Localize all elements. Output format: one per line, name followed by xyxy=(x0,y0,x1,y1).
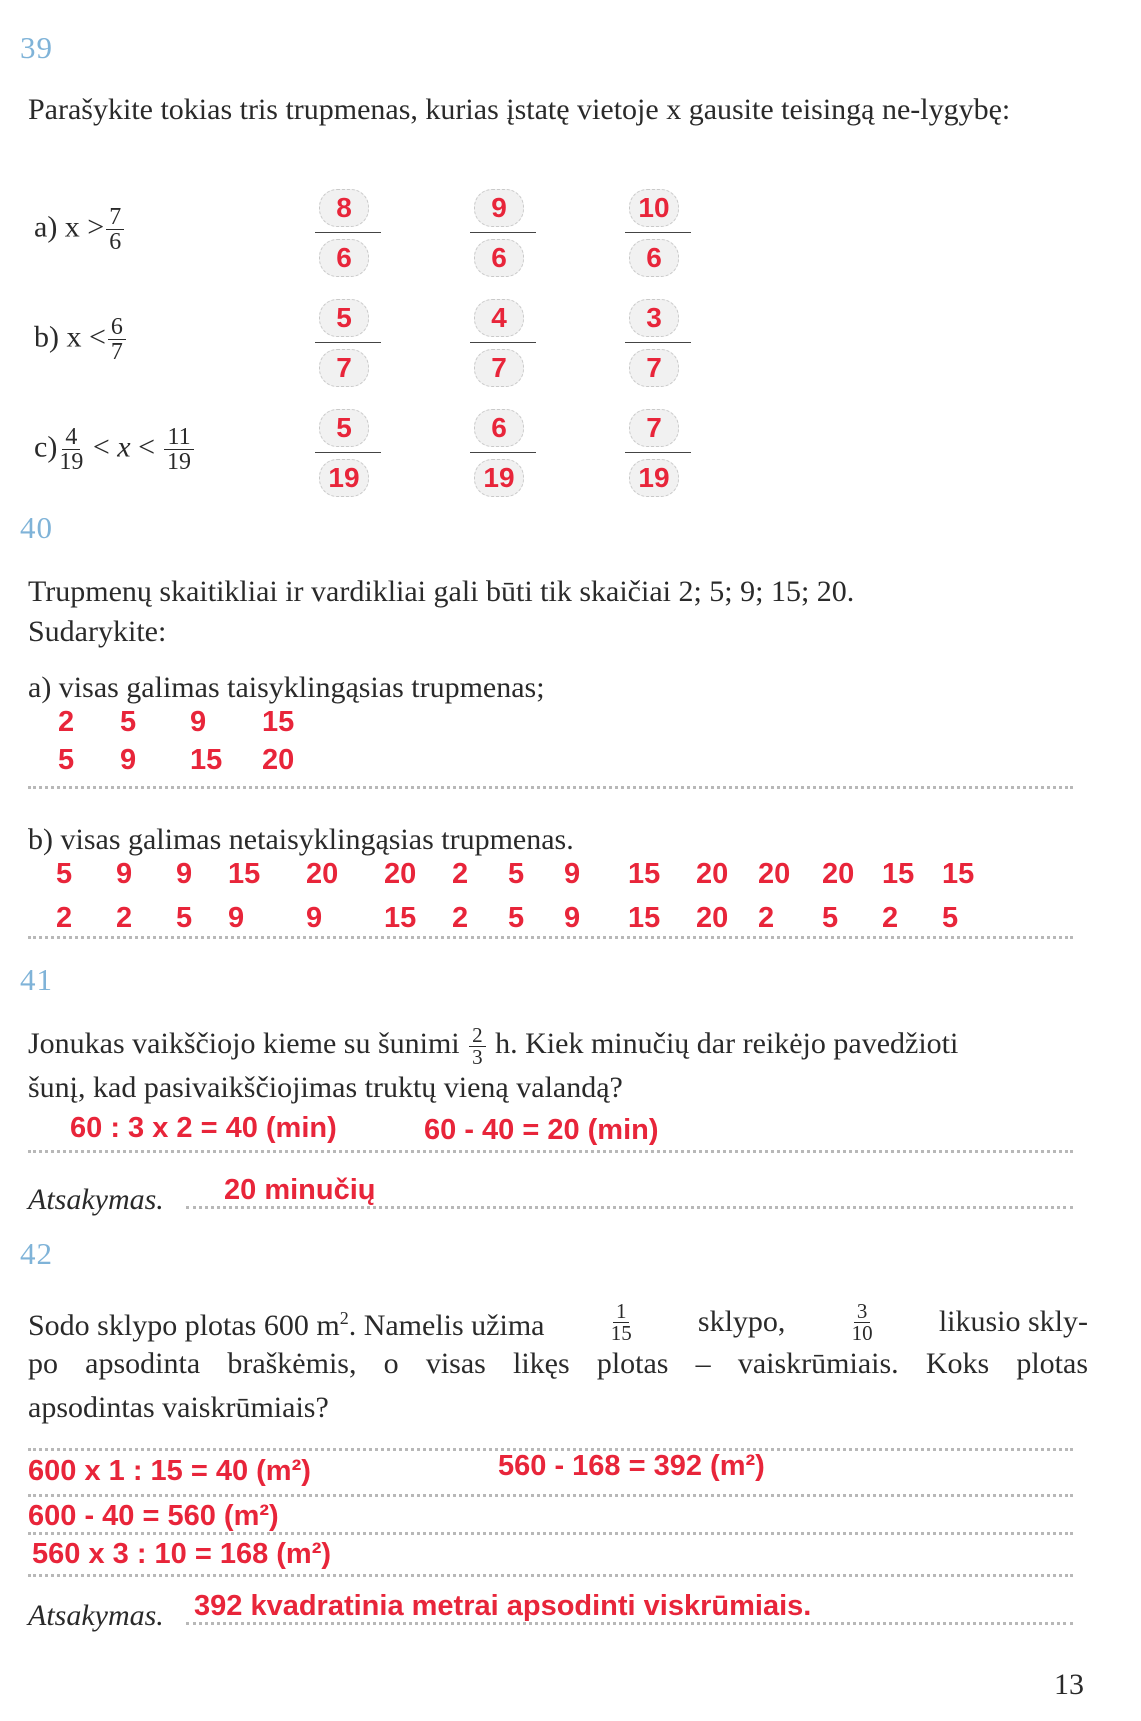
fraction xyxy=(106,205,124,254)
handwritten-number: 5 xyxy=(58,744,75,776)
answer-fraction xyxy=(305,405,381,499)
answer-denominator: 6 xyxy=(319,239,369,277)
handwritten-number: 9 xyxy=(306,902,323,934)
handwritten-number: 5 xyxy=(508,902,525,934)
fraction: $\frac{2}{3}$ xyxy=(469,1025,486,1068)
exercise-40-b-numerators xyxy=(0,858,1141,894)
inequality-text: b) x < xyxy=(34,320,106,354)
answer-denominator: 7 xyxy=(629,349,679,387)
exercise-41-line1 xyxy=(28,1022,958,1068)
inequality-label: c) $\frac{4}{19}$ < x < $\frac{11}{19}$ xyxy=(34,425,196,474)
answer-numerator: 3 xyxy=(629,299,679,337)
fraction-bar xyxy=(470,232,536,233)
exercise-42-line3: apsodintas vaiskrūmiais? xyxy=(28,1391,329,1424)
answer-line xyxy=(28,1494,1073,1497)
handwritten-number: 15 xyxy=(384,902,417,934)
fraction-bar xyxy=(470,342,536,343)
answer-numerator: 7 xyxy=(629,409,679,447)
handwritten-answer: 392 kvadratinia metrai apsodinti viskrūmiais. xyxy=(194,1590,812,1622)
answer-fraction xyxy=(615,295,691,389)
answer-denominator: 7 xyxy=(319,349,369,387)
fraction xyxy=(108,315,126,364)
fraction: $\frac{3}{10}$ xyxy=(851,1298,873,1345)
handwritten-number: 15 xyxy=(628,902,661,934)
handwritten-number: 20 xyxy=(758,858,791,890)
exercise-41-line2: šunį, kad pasivaikščiojimas truktų vieną valandą? xyxy=(28,1071,623,1104)
answer-fraction xyxy=(305,295,381,389)
answer-numerator: 8 xyxy=(319,189,369,227)
handwritten-number: 20 xyxy=(384,858,417,890)
handwritten-number: 20 xyxy=(262,744,295,776)
answer-line xyxy=(186,1206,1073,1209)
exercise-41-text: Jonukas vaikščiojo kieme su šunimi xyxy=(28,1027,460,1060)
fraction-bar xyxy=(315,232,381,233)
handwritten-number: 15 xyxy=(190,744,223,776)
handwritten-number: 9 xyxy=(176,858,193,890)
inequality-label xyxy=(34,315,128,364)
fraction-bar xyxy=(625,232,691,233)
answer-line xyxy=(28,786,1073,789)
answer-fraction xyxy=(615,405,691,499)
handwritten-number: 5 xyxy=(822,902,839,934)
handwritten-number: 15 xyxy=(628,858,661,890)
exercise-40-a-denominators xyxy=(0,744,1141,780)
fraction-bar xyxy=(470,452,536,453)
answer-fraction xyxy=(460,295,536,389)
denominator: 6 xyxy=(109,229,122,255)
answer-label: Atsakymas. xyxy=(28,1599,164,1632)
inequality-text: a) x > xyxy=(34,210,105,244)
handwritten-number: 15 xyxy=(942,858,975,890)
handwritten-answer: 20 minučių xyxy=(224,1174,376,1206)
exercise-42-line2: po apsodinta braškėmis, o visas likęs plotas – vaiskrūmiais. Koks plotas xyxy=(28,1347,1088,1380)
handwritten-number: 5 xyxy=(176,902,193,934)
answer-denominator: 19 xyxy=(474,459,524,497)
handwritten-number: 9 xyxy=(228,902,245,934)
answer-numerator: 9 xyxy=(474,189,524,227)
handwritten-number: 5 xyxy=(508,858,525,890)
answer-fraction xyxy=(615,185,691,279)
exercise-number-40: 40 xyxy=(20,510,53,545)
handwritten-number: 15 xyxy=(262,706,295,738)
answer-numerator: 4 xyxy=(474,299,524,337)
answer-numerator: 5 xyxy=(319,409,369,447)
fraction xyxy=(59,425,83,474)
fraction: $\frac{1}{15}$ xyxy=(610,1298,632,1345)
numerator: 11 xyxy=(164,425,193,450)
answer-numerator: 6 xyxy=(474,409,524,447)
answer-denominator: 6 xyxy=(474,239,524,277)
handwritten-work: 60 - 40 = 20 (min) xyxy=(424,1114,659,1146)
exercise-41-text-b: h. Kiek minučių dar reikėjo pavedžioti xyxy=(495,1027,959,1060)
handwritten-number: 20 xyxy=(696,858,729,890)
answer-line xyxy=(28,1150,1073,1153)
page-number: 13 xyxy=(1054,1668,1084,1701)
handwritten-number: 20 xyxy=(696,902,729,934)
handwritten-number: 2 xyxy=(116,902,133,934)
handwritten-number: 9 xyxy=(564,858,581,890)
answer-line xyxy=(28,1574,1073,1577)
handwritten-number: 20 xyxy=(306,858,339,890)
handwritten-work: 600 - 40 = 560 (m²) xyxy=(28,1500,279,1532)
denominator: 19 xyxy=(59,449,84,475)
handwritten-number: 5 xyxy=(942,902,959,934)
exercise-40-a-numerators xyxy=(0,706,1141,742)
denominator: 7 xyxy=(110,339,123,365)
answer-numerator: 10 xyxy=(629,189,679,227)
answer-line xyxy=(186,1622,1073,1625)
handwritten-number: 2 xyxy=(452,858,469,890)
exercise-40-b-denominators xyxy=(0,902,1141,938)
answer-denominator: 19 xyxy=(629,459,679,497)
answer-fraction xyxy=(460,185,536,279)
answer-denominator: 19 xyxy=(319,459,369,497)
handwritten-number: 15 xyxy=(228,858,261,890)
handwritten-number: 20 xyxy=(822,858,855,890)
inequality-label xyxy=(34,205,126,254)
handwritten-number: 2 xyxy=(56,902,73,934)
handwritten-number: 5 xyxy=(120,706,137,738)
exercise-42-line1: Sodo sklypo plotas 600 $m^2$. Namelis užima $\frac{1}{15}$ sklypo, $\frac{3}{10}$ likusio skly- xyxy=(28,1298,1088,1345)
handwritten-number: 9 xyxy=(190,706,207,738)
exercise-40-b-label: b) visas galimas netaisyklingąsias trupmenas. xyxy=(28,823,574,856)
answer-fraction xyxy=(305,185,381,279)
fraction-bar xyxy=(315,452,381,453)
exercise-number-42: 42 xyxy=(20,1236,53,1271)
answer-label: Atsakymas. xyxy=(28,1183,164,1216)
answer-fraction xyxy=(460,405,536,499)
handwritten-number: 9 xyxy=(564,902,581,934)
answer-denominator: 6 xyxy=(629,239,679,277)
handwritten-work: 560 - 168 = 392 (m²) xyxy=(498,1450,765,1482)
exercise-40-sudarykite: Sudarykite: xyxy=(28,615,167,648)
denominator: 19 xyxy=(167,449,192,475)
numerator: 4 xyxy=(62,425,80,450)
exercise-40-a-label: a) visas galimas taisyklingąsias trupmenas; xyxy=(28,671,545,704)
handwritten-number: 9 xyxy=(116,858,133,890)
handwritten-work: 60 : 3 x 2 = 40 (min) xyxy=(70,1112,337,1144)
exercise-number-39: 39 xyxy=(20,30,53,65)
numerator: 6 xyxy=(108,315,126,340)
handwritten-number: 2 xyxy=(58,706,75,738)
exercise-number-41: 41 xyxy=(20,962,53,997)
answer-denominator: 7 xyxy=(474,349,524,387)
handwritten-number: 2 xyxy=(758,902,775,934)
answer-numerator: 5 xyxy=(319,299,369,337)
handwritten-work: 600 x 1 : 15 = 40 (m²) xyxy=(28,1455,311,1487)
answer-line xyxy=(28,1532,1073,1535)
handwritten-number: 2 xyxy=(452,902,469,934)
fraction-bar xyxy=(315,342,381,343)
exercise-39-text: Parašykite tokias tris trupmenas, kurias įstatę vietoje x gausite teisingą ne-lygybę: xyxy=(28,93,1011,126)
fraction-bar xyxy=(625,342,691,343)
handwritten-number: 9 xyxy=(120,744,137,776)
handwritten-number: 15 xyxy=(882,858,915,890)
inequality-text: c) xyxy=(34,430,58,464)
handwritten-work: 560 x 3 : 10 = 168 (m²) xyxy=(32,1538,332,1570)
fraction xyxy=(164,425,193,474)
handwritten-number: 5 xyxy=(56,858,73,890)
exercise-40-text: Trupmenų skaitikliai ir vardikliai gali būti tik skaičiai 2; 5; 9; 15; 20. xyxy=(28,575,855,608)
numerator: 7 xyxy=(106,205,124,230)
handwritten-number: 2 xyxy=(882,902,899,934)
answer-line xyxy=(28,936,1073,939)
fraction-bar xyxy=(625,452,691,453)
